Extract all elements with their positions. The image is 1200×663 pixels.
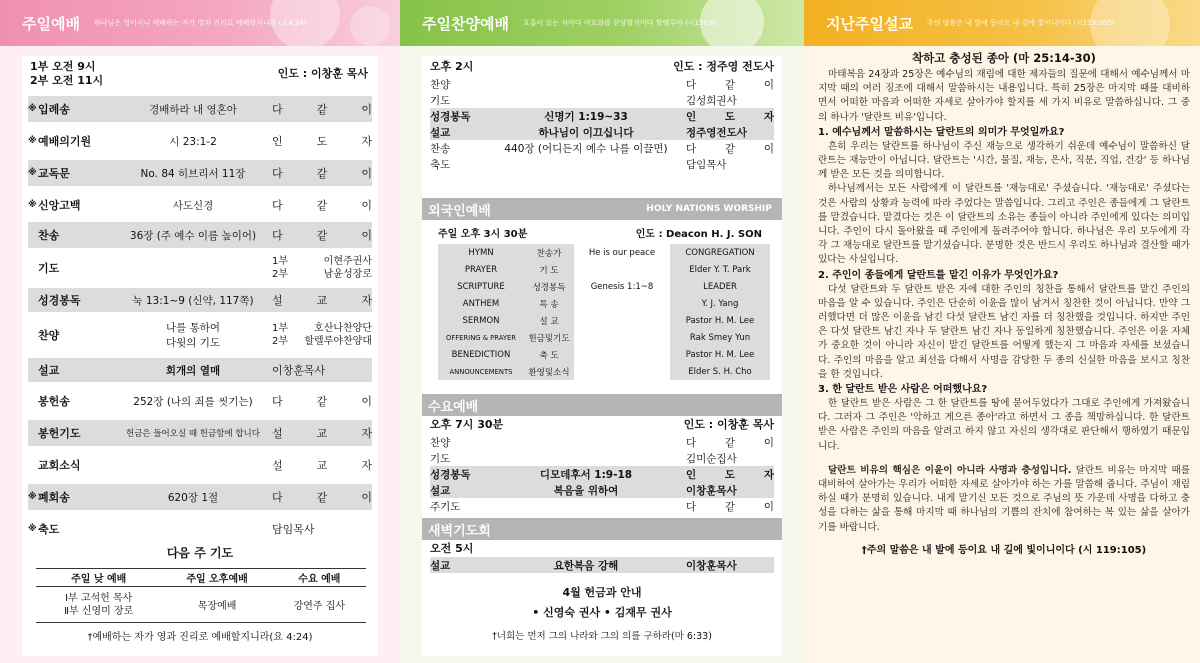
sunday-footer-verse: †예배하는 자가 영과 진리로 예배할지니라(요 4:24) xyxy=(87,632,313,643)
order-person xyxy=(272,457,372,473)
order-content-line: No. 84 히브리서 11장 xyxy=(140,167,246,180)
order-content xyxy=(114,134,272,149)
foreign-order-label-en: SCRIPTURE xyxy=(438,278,524,295)
order-person-line: 다 같 이 xyxy=(272,229,372,242)
foreign-time: 주일 오후 3시 30분 xyxy=(438,229,528,240)
order-content-line: 620장 1절 xyxy=(167,491,219,504)
order-label: 축도 xyxy=(38,523,60,536)
order-person xyxy=(272,322,372,348)
order-person-line: 이창훈목사 xyxy=(272,364,326,377)
dawn-time: 오전 5시 xyxy=(430,542,474,555)
foreign-order-person: LEADER xyxy=(670,278,770,295)
afternoon-leader: 인도 : 정주영 전도사 xyxy=(673,60,774,73)
foreign-order-row xyxy=(438,346,770,363)
sermon-question: 1. 예수님께서 말씀하시는 달란트의 의미가 무엇일까요? xyxy=(818,126,1065,138)
order-label: 봉헌송 xyxy=(38,395,70,408)
sermon-conclusion-bold: 달란트 비유의 핵심은 이윤이 아니라 사명과 충성입니다. xyxy=(828,464,1072,476)
order-person-line: 설 교 자 xyxy=(272,427,372,440)
afternoon-header xyxy=(430,60,774,74)
order-row xyxy=(430,76,774,92)
foreign-order-label-ko: 헌금및기도 xyxy=(524,329,574,346)
next-prayer-cell: 목장예배 xyxy=(161,587,272,623)
foreign-order-label-en: ANTHEM xyxy=(438,295,524,312)
order-row xyxy=(28,484,372,510)
dawn-sermon-row xyxy=(430,557,774,573)
order-content xyxy=(114,166,272,181)
sermon-paragraph: 마태복음 24장과 25장은 예수님의 재림에 대한 제자들의 질문에 대해서 예수님께서 마지막 때의 여러 징조에 대해서 말씀하시는 내용입니다. 특히 25장은 마지막 때를 대비하면서 어떠한 마음과 어떠한 자세로 살아가야 할지를 세 가지 비유로 말씀하십니다. 그 중의 하나가 '달란트 비유'입니다. xyxy=(818,69,1190,123)
order-label: 기도 xyxy=(430,94,451,107)
order-content-line: 36장 (주 예수 이름 높이어) xyxy=(129,229,257,242)
next-prayer-header: 주일 오후예배 xyxy=(161,569,272,587)
sermon-paragraph: 흔히 우리는 달란트를 하나님이 주신 재능으로 생각하기 쉬운데 예수님이 말씀하신 달란트는 재능만이 아닙니다. 달란트는 '시간, 물질, 재능, 은사, 직분, 직업, 건강' 등 하나님께 받은 모든 것을 의미합니다. xyxy=(818,140,1190,181)
order-person: 다 같 이 xyxy=(686,142,774,155)
wednesday-service-bar xyxy=(422,394,782,416)
order-person-line: 다 같 이 xyxy=(272,491,372,504)
foreign-order-content xyxy=(574,312,670,329)
order-person-line: 다 같 이 xyxy=(272,103,372,116)
next-prayer-cell: 강연주 집사 xyxy=(273,587,366,623)
foreign-order-table xyxy=(438,244,770,380)
praise-order-card xyxy=(422,56,782,656)
foreign-order-row xyxy=(438,295,770,312)
order-person xyxy=(272,197,372,213)
afternoon-order xyxy=(430,76,774,172)
order-content-line: 헌금은 들어오실 때 헌금함에 합니다 xyxy=(126,429,260,439)
order-label: 설교 xyxy=(430,126,451,139)
foreign-order-person: Elder S. H. Cho xyxy=(670,363,770,380)
order-person xyxy=(272,292,372,308)
sunday-order-card xyxy=(22,56,378,656)
sermon-conclusion-text: 달란트 비유는 마지막 때를 대비하여 살아가는 우리가 어떠한 자세로 살아가야 하는 가를 말씀해 줍니다. 주님이 재림하실 때가 분명히 있습니다. 내게 맡기신 모든 것으로 주님의 뜻 가운데 사명을 다하고 충성을 다하는 삶을 통해 마지막 때 하나님의 기쁨의 잔치에 참여하는 복 있는 삶을 살아가기를 바랍니다. xyxy=(818,464,1190,533)
order-content xyxy=(114,320,272,350)
order-row xyxy=(28,420,372,446)
order-content-line: 경배하라 내 영혼아 xyxy=(149,103,237,116)
standing-mark: ※ xyxy=(28,136,37,146)
wednesday-order xyxy=(430,434,774,514)
order-label: 입례송 xyxy=(38,103,70,116)
order-row xyxy=(28,160,372,186)
foreign-order-label-en: PRAYER xyxy=(438,261,524,278)
sunday-service-panel xyxy=(0,0,400,663)
foreign-order-content xyxy=(574,346,670,363)
sermon-question: 3. 한 달란트 받은 사람은 어떠했나요? xyxy=(818,384,988,396)
order-person-line: 2부 남윤성장로 xyxy=(272,269,372,280)
order-content-line: 나를 통하여 xyxy=(165,322,221,334)
standing-mark: ※ xyxy=(28,492,37,502)
foreign-order-row xyxy=(438,278,770,295)
wednesday-title: 수요예배 xyxy=(428,399,479,415)
order-label: 교회소식 xyxy=(38,459,81,472)
foreign-order-label-ko: 환영및소식 xyxy=(524,363,574,380)
order-person-line: 다 같 이 xyxy=(272,199,372,212)
order-person: 김성희권사 xyxy=(686,94,737,107)
order-person xyxy=(272,489,372,505)
order-content-line: 사도신경 xyxy=(172,199,214,212)
order-row xyxy=(28,222,372,248)
praise-footer-verse: †너희는 먼저 그의 나라와 그의 의를 구하라(마 6:33) xyxy=(492,631,712,642)
order-label: 찬송 xyxy=(430,142,451,155)
order-content xyxy=(114,102,272,117)
standing-mark: ※ xyxy=(28,104,37,114)
order-content-line: 다윗의 기도 xyxy=(165,337,221,349)
afternoon-time: 오후 2시 xyxy=(430,60,474,73)
foreign-leader: 인도 : Deacon H. J. SON xyxy=(635,229,762,240)
order-content: 440장 (어디든지 예수 나를 이끌면) xyxy=(504,142,668,155)
order-person-line: 2부 할렐루야찬양대 xyxy=(272,336,372,347)
sermon-conclusion xyxy=(818,464,1190,535)
order-person xyxy=(272,521,372,537)
sunday-service-banner xyxy=(0,0,400,46)
foreign-order-person: CONGREGATION xyxy=(670,244,770,261)
sermon-paragraph: 한 달란트 받은 사람은 그 한 달란트를 땅에 묻어두었다가 그대로 주인에게 가져왔습니다. 그러자 그 주인은 '악하고 게으른 종아'라고 하면서 그 종을 책망하십니다. 한 달란트 받은 사람은 주인의 마음을 알려고 하지 않고 자신의 생각대로 판단해서 행하였기 때문입니다. xyxy=(818,398,1190,452)
order-row xyxy=(430,498,774,514)
order-row xyxy=(430,156,774,172)
service-time-1: 1부 오전 9시 xyxy=(30,60,96,73)
foreign-order-label-ko: 성경봉독 xyxy=(524,278,574,295)
order-content-line: 시 23:1-2 xyxy=(169,135,217,148)
order-label: 주기도 xyxy=(430,500,461,513)
foreign-title-en: HOLY NATIONS WORSHIP xyxy=(646,204,772,214)
order-label: 찬양 xyxy=(430,78,451,91)
order-person-line: 1부 호산나찬양단 xyxy=(272,323,372,334)
order-person xyxy=(272,227,372,243)
foreign-order-person: Y. J. Yang xyxy=(670,295,770,312)
order-person-line: 1부 이현주권사 xyxy=(272,256,372,267)
foreign-order-row xyxy=(438,363,770,380)
order-row xyxy=(430,466,774,482)
order-person: 다 같 이 xyxy=(686,78,774,91)
order-row xyxy=(28,128,372,154)
sermon-body xyxy=(818,50,1190,656)
foreign-order-row xyxy=(438,312,770,329)
order-label: 찬송 xyxy=(38,229,60,242)
order-person xyxy=(272,393,372,409)
order-content xyxy=(114,228,272,243)
sermon-question: 2. 주인이 종들에게 달란트를 맡긴 이유가 무엇인가요? xyxy=(818,269,1059,281)
next-prayer-header: 주일 낮 예배 xyxy=(36,569,161,587)
service-leader: 인도 : 이창훈 목사 xyxy=(277,67,368,80)
wednesday-leader: 인도 : 이창훈 목사 xyxy=(683,418,774,431)
foreign-order-content xyxy=(574,261,670,278)
order-label: 성경봉독 xyxy=(430,110,471,123)
foreign-order-label-ko: 특 송 xyxy=(524,295,574,312)
order-person xyxy=(272,255,372,281)
foreign-order-label-en: ANNOUNCEMENTS xyxy=(438,363,524,380)
dawn-service-bar xyxy=(422,518,782,540)
sermon-paragraph: 다섯 달란트와 두 달란트 받은 자에 대한 주인의 칭찬을 통해서 달란트를 맡긴 주인의 마음을 알 수 있습니다. 주인은 단순히 이윤을 많이 남겨서 칭찬한 것이 아닙니다. 만약 그러했다면 더 많은 이윤을 남긴 다섯 달란트 남긴 자를 더 칭찬했을 것입니다. 하지만 주인은 다섯 달란트 남긴 자나 두 달란트 남긴 자나 동일하게 칭찬했습니다. 주인은 이윤 자체가 중요한 것이 아니라 자신이 맡긴 달란트를 어떻게 했는지 그 마음과 자세를 보셨습니다. 주인의 마음을 알고 최선을 다해서 사명을 감당한 두 종의 신실한 마음을 보시고 칭찬을 한 것입니다. xyxy=(818,283,1190,380)
order-content xyxy=(114,363,272,378)
service-time-2: 2부 오전 11시 xyxy=(30,74,104,87)
next-prayer-table xyxy=(36,568,366,623)
flower-decoration-icon xyxy=(350,6,390,46)
order-person: 김미순집사 xyxy=(686,452,737,465)
sermon-footer-verse: †주의 말씀은 내 발에 등이요 내 길에 빛이니이다 (시 119:105) xyxy=(861,544,1147,556)
order-label: 예배의기원 xyxy=(38,135,92,148)
foreign-order-label-en: SERMON xyxy=(438,312,524,329)
last-sermon-panel xyxy=(804,0,1200,663)
wednesday-time: 오후 7시 30분 xyxy=(430,418,504,431)
foreign-order-person: Rak Smey Yun xyxy=(670,329,770,346)
order-person: 인 도 자 xyxy=(686,110,774,123)
order-label: 축도 xyxy=(430,158,451,171)
order-row xyxy=(28,192,372,218)
offering-names: • 신영숙 권사 • 김재무 권사 xyxy=(532,606,672,619)
banner-title: 주일예배 xyxy=(22,14,80,33)
order-person-line: 다 같 이 xyxy=(272,395,372,408)
wednesday-header xyxy=(430,418,774,432)
order-content: 신명기 1:19~33 xyxy=(544,110,628,123)
order-person-line: 담임목사 xyxy=(272,523,315,536)
offering-title: 4월 헌금과 안내 xyxy=(562,586,642,599)
order-label: 신앙고백 xyxy=(38,199,81,212)
foreign-order-label-ko: 찬송가 xyxy=(524,244,574,261)
foreign-order-label-en: OFFERING & PRAYER xyxy=(438,329,524,346)
order-person: 담임목사 xyxy=(686,158,727,171)
order-row xyxy=(430,450,774,466)
order-person xyxy=(272,425,372,441)
service-times xyxy=(30,60,103,88)
foreign-order-label-ko: 기 도 xyxy=(524,261,574,278)
order-person-line: 다 같 이 xyxy=(272,167,372,180)
order-label: 찬양 xyxy=(38,329,60,342)
order-content xyxy=(114,427,272,439)
banner-title: 주일찬양예배 xyxy=(422,14,509,33)
order-row xyxy=(28,252,372,284)
foreign-order-label-ko: 설 교 xyxy=(524,312,574,329)
praise-service-panel xyxy=(400,0,804,663)
foreign-order-row xyxy=(438,261,770,278)
order-person xyxy=(272,362,372,378)
order-row xyxy=(430,92,774,108)
order-row xyxy=(28,96,372,122)
order-row xyxy=(28,288,372,312)
order-person xyxy=(272,133,372,149)
order-content xyxy=(114,293,272,308)
order-label: 성경봉독 xyxy=(430,468,471,481)
order-content-line: 252장 (나의 죄를 씻기는) xyxy=(133,395,253,408)
order-label: 폐회송 xyxy=(38,491,70,504)
order-person-line: 인 도 자 xyxy=(272,135,372,148)
next-prayer-cell xyxy=(36,587,161,623)
sermon-title: 착하고 충성된 종아 (마 25:14-30) xyxy=(912,51,1096,65)
order-content-line: 회개의 열매 xyxy=(165,364,221,377)
next-prayer-name: Ⅱ부 신영미 장로 xyxy=(64,605,134,617)
foreign-order-label-en: HYMN xyxy=(438,244,524,261)
order-label: 성경봉독 xyxy=(38,294,81,307)
order-row xyxy=(430,482,774,498)
order-row xyxy=(28,318,372,352)
foreign-order-row xyxy=(438,244,770,261)
order-row xyxy=(430,108,774,124)
order-person-line: 설 교 자 xyxy=(272,294,372,307)
order-label: 교독문 xyxy=(38,167,70,180)
foreign-header xyxy=(438,228,762,242)
last-sermon-banner xyxy=(804,0,1200,46)
order-person xyxy=(272,165,372,181)
order-label: 봉헌기도 xyxy=(38,427,81,440)
order-label: 찬양 xyxy=(430,436,451,449)
banner-verse: 주의 말씀은 내 발에 등이요 내 길에 빛이니이다 (시119:105) xyxy=(926,19,1115,27)
order-person: 다 같 이 xyxy=(686,500,774,513)
order-person: 인 도 자 xyxy=(686,468,774,481)
foreign-order-content xyxy=(574,295,670,312)
order-label: 설교 xyxy=(430,484,451,497)
foreign-order-content: Genesis 1:1~8 xyxy=(590,281,654,292)
order-content: 디모데후서 1:9-18 xyxy=(539,468,633,481)
order-person: 이창훈목사 xyxy=(686,559,737,572)
banner-verse: 하나님은 영이시니 예배하는 자가 영과 진리로 예배할지니라 (요4:24) xyxy=(93,19,307,27)
foreign-order-content xyxy=(574,363,670,380)
order-content: 복음을 위하여 xyxy=(553,484,619,497)
order-row xyxy=(430,140,774,156)
order-content-line: 눅 13:1~9 (신약, 117쪽) xyxy=(132,294,254,307)
order-row xyxy=(28,358,372,382)
standing-mark: ※ xyxy=(28,524,37,534)
foreign-title: 외국인예배 xyxy=(428,203,491,219)
order-row xyxy=(28,518,372,540)
order-person-line: 설 교 자 xyxy=(272,459,372,472)
standing-mark: ※ xyxy=(28,200,37,210)
foreign-order-person: Pastor H. M. Lee xyxy=(670,312,770,329)
foreign-order-content: He is our peace xyxy=(588,247,656,258)
order-label: 기도 xyxy=(430,452,451,465)
next-prayer-header: 수요 예배 xyxy=(273,569,366,587)
dawn-title: 새벽기도회 xyxy=(428,523,491,539)
order-content xyxy=(114,394,272,409)
order-row xyxy=(28,452,372,478)
foreign-order-person: Elder Y. T. Park xyxy=(670,261,770,278)
foreign-order-label-en: BENEDICTION xyxy=(438,346,524,363)
banner-title: 지난주일설교 xyxy=(826,14,913,33)
order-person: 이창훈목사 xyxy=(686,484,737,497)
foreign-order-content xyxy=(574,329,670,346)
foreign-order-row xyxy=(438,329,770,346)
order-row xyxy=(430,124,774,140)
order-row xyxy=(28,388,372,414)
sermon-paragraph: 하나님께서는 모든 사람에게 이 달란트를 '재능대로' 주셨습니다. '재능대로' 주셨다는 것은 사람의 상황과 능력에 따라 주었다는 말씀입니다. 그리고 주인은 종들에게 그 달란트를 맡겼습니다. 맡겼다는 것은 이 달란트의 소유는 종들이 아니라 주인에게 있다는 의미입니다. 주인이 다시 돌아왔을 때 주인에게 돌려주어야 합니다. 하나님은 우리 모두에게 각각 그 재능대로 달란트를 맡기셨습니다. 분명한 것은 반드시 우리도 하나님과 결산할 때가 있다는 사실입니다. xyxy=(818,183,1190,266)
order-row xyxy=(430,434,774,450)
foreign-order-person: Pastor H. M. Lee xyxy=(670,346,770,363)
foreign-service-bar xyxy=(422,198,782,220)
foreign-order-label-ko: 축 도 xyxy=(524,346,574,363)
order-content: 하나님이 이끄십니다 xyxy=(538,126,634,139)
order-content xyxy=(114,490,272,505)
next-prayer-name: Ⅰ부 고석헌 목사 xyxy=(65,592,133,604)
order-label: 설교 xyxy=(38,364,60,377)
next-prayer-title: 다음 주 기도 xyxy=(166,546,234,560)
order-label: 기도 xyxy=(38,262,60,275)
standing-mark: ※ xyxy=(28,168,37,178)
order-person: 정주영전도사 xyxy=(686,126,747,139)
banner-verse: 호흡이 있는 자마다 여호와를 찬양할지어다 할렐루야 (시150:6) xyxy=(522,19,718,27)
praise-service-banner xyxy=(400,0,804,46)
order-content: 요한복음 강해 xyxy=(553,559,619,572)
order-person: 다 같 이 xyxy=(686,436,774,449)
order-content xyxy=(114,198,272,213)
order-person xyxy=(272,101,372,117)
order-label: 설교 xyxy=(430,559,451,572)
